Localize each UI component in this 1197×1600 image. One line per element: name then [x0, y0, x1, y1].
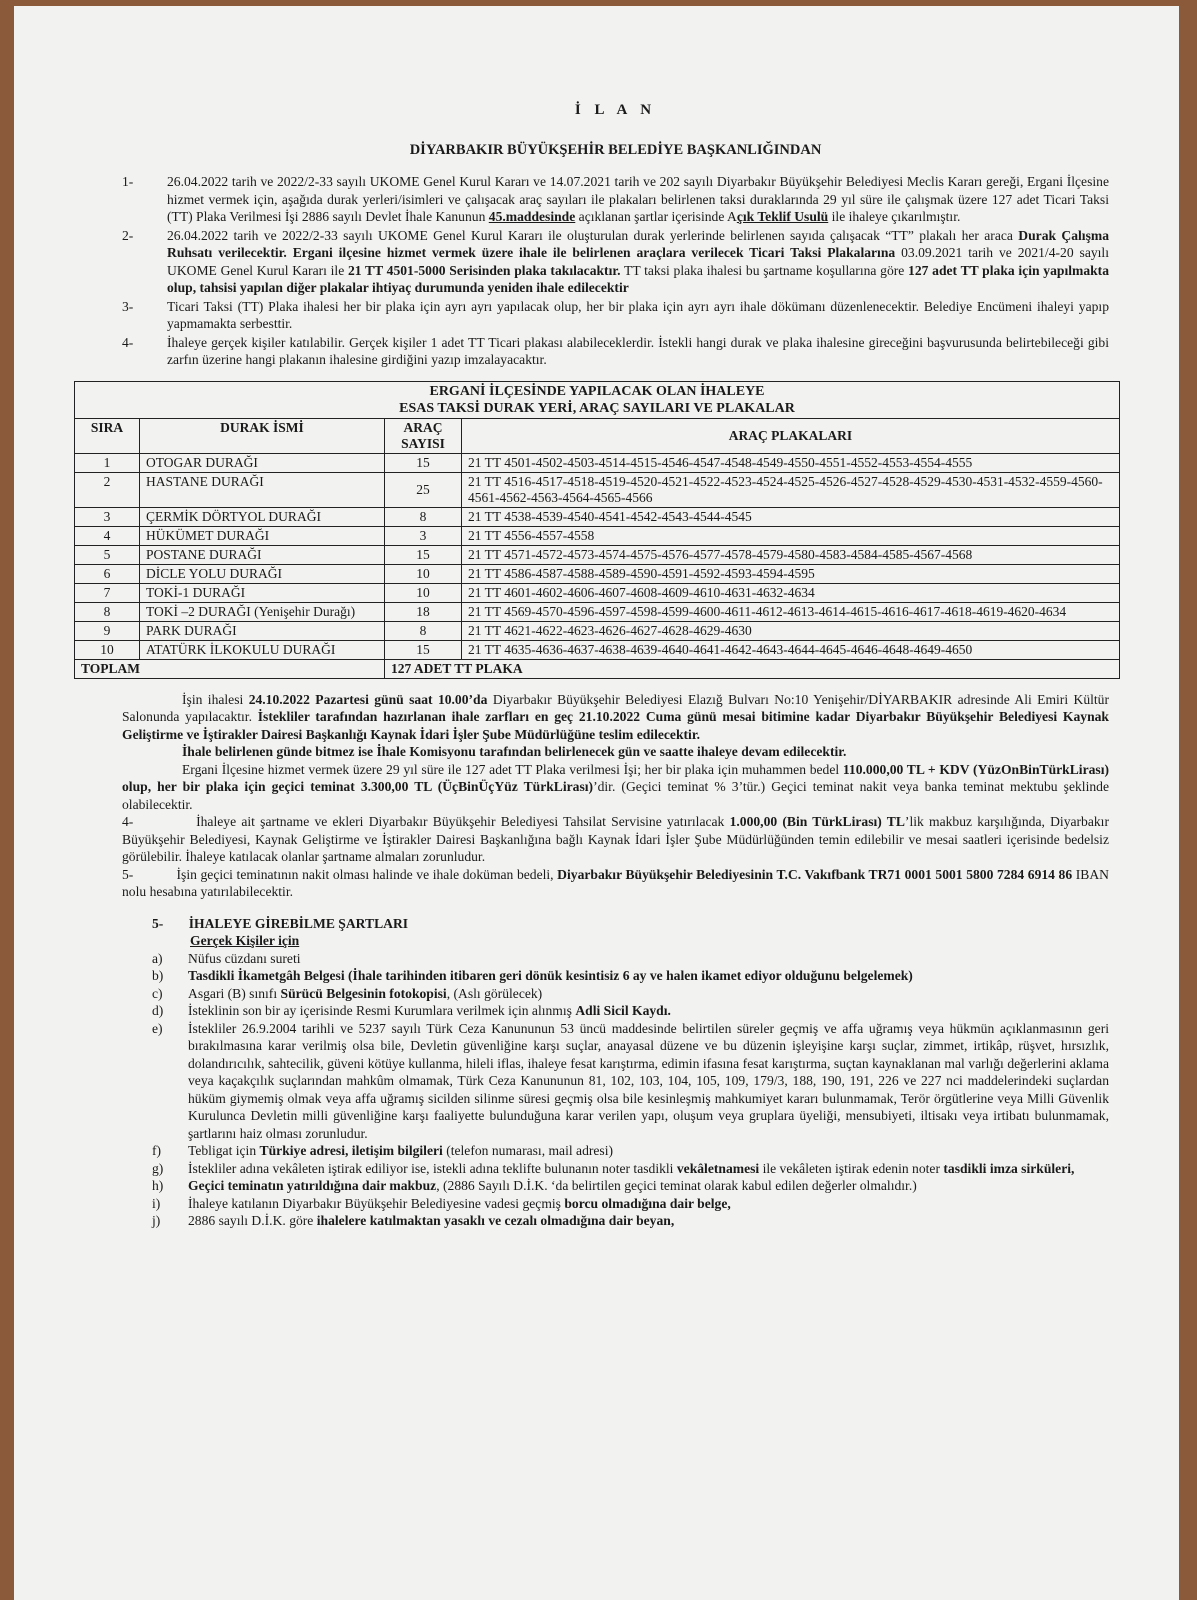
- table-row: [75, 564, 1120, 583]
- text-run: 03.09.2021 tarih ve 2021/4-20 sayılı UKOME Genel Kurul Kararı ile: [167, 245, 1109, 278]
- bold-text: 24.10.2022 Pazartesi günü saat 10.00’da: [248, 691, 488, 707]
- item-text: [188, 1160, 1109, 1178]
- text-run: İstekliler 26.9.2004 tarihli ve 5237 sayılı Türk Ceza Kanununun 53 üncü maddesinde belirtilen süreler geçmiş ve affa uğramış veya hükmün açıklanmasının geri bırakılmasına karar verilmiş olsa bile, Devletin güvenliğine karşı suçlar, anayasal düzene ve bu düzenin işleyişine karşı suçlar, zimmet, irtikâp, rüşvet, hırsızlık, dolandırıcılık, sahtecilik, güveni kötüye kullanma, hileli iflas, ihaleye fesat karıştırma, edimin ifasına fesat karıştırma, suçtan kaynaklanan mal varlığı değerlerini aklama veya kaçakçılık suçlarından mahkûm olmamak, Türk Ceza Kanununun 81, 102, 103, 104, 105, 109, 179/3, 188, 190, 191, 226 ve 227 nci maddelerindeki suçlardan hüküm giymemiş olmak veya affa uğramış sicilden silinme süresi geçmiş olsa bile kesinleşmiş mahkumiyet kararı bulunmamak, Terör örgütlerine veya Milli Güvenlik Kurulunca Devletin milli güvenliğine karşı faaliyette bulunduğuna karar verilen yapı, oluşum veya gruplara üyeliği, mensubiyeti, iltisakı veya irtibatı bulunmamak, şartlarını haiz olması zorunludur.: [188, 1020, 1109, 1141]
- numbered-items: [122, 173, 1109, 369]
- cell-arac-sayisi: 15: [385, 545, 462, 564]
- cell-durak: POSTANE DURAĞI: [140, 545, 385, 564]
- cell-arac-sayisi: 10: [385, 564, 462, 583]
- bold-text: Sürücü Belgesinin fotokopisi: [280, 985, 447, 1001]
- total-label: TOPLAM: [75, 659, 385, 678]
- item-text: [188, 1177, 1109, 1195]
- bold-text: 21 TT 4501-5000 Serisinden plaka takılacaktır.: [347, 262, 621, 278]
- text-run: 26.04.2022 tarih ve 2022/2-33 sayılı UKOME Genel Kurul Kararı ile oluşturulan durak yerlerinde belirlenen sayıda çalışacak “TT” plakalı her araca: [167, 227, 1019, 243]
- item-text: [167, 298, 1109, 333]
- cell-durak: HASTANE DURAĞI: [140, 472, 385, 507]
- table-row: [75, 472, 1120, 507]
- section-heading: [152, 915, 1109, 933]
- paragraph: [122, 743, 1109, 761]
- list-item: [152, 967, 1109, 985]
- list-item: [152, 1212, 1109, 1230]
- item-text: [188, 1212, 1109, 1230]
- item-text: [188, 1020, 1109, 1143]
- cell-durak: ÇERMİK DÖRTYOL DURAĞI: [140, 507, 385, 526]
- text-run: Diyarbakır Büyükşehir Belediyesi Elazığ Bulvarı No:10 Yenişehir/DİYARBAKIR adresinde Ali Emiri Kültür Salonunda yapılacaktır.: [122, 691, 1109, 724]
- cell-sira: 4: [75, 526, 140, 545]
- item-letter: g): [152, 1160, 164, 1176]
- text-run: 4- İhaleye ait şartname ve ekleri Diyarbakır Büyükşehir Belediyesi Tahsilat Servisine yatırılacak: [122, 814, 730, 829]
- tender-details: [122, 691, 1109, 901]
- table-row: [75, 507, 1120, 526]
- text-run: , (Aslı görülecek): [446, 985, 543, 1001]
- column-header: DURAK İSMİ: [140, 418, 385, 453]
- text-run: Ergani İlçesine hizmet vermek üzere 29 yıl süre ile 127 adet TT Plaka verilmesi İşi; her bir plaka için muhammen bedel: [182, 761, 843, 777]
- item-letter: d): [152, 1003, 164, 1018]
- text-run: İşin ihalesi: [182, 691, 249, 707]
- list-item: [122, 173, 1109, 226]
- text-run: İhaleye katılanın Diyarbakır Büyükşehir Belediyesine vadesi geçmiş: [188, 1195, 565, 1211]
- item-letter: h): [152, 1178, 164, 1193]
- text-run: ile ihaleye çıkarılmıştır.: [828, 209, 961, 224]
- text-run: Tebligat için: [188, 1143, 260, 1158]
- text-run: Ticari Taksi (TT) Plaka ihalesi her bir plaka için ayrı ayrı yapılacak olup, her bir plaka için ayrı ayrı ihale dökümanı düzenlenecektir. Belediye Encümeni ihaleyi yapıp yapmamakta serbesttir.: [167, 298, 1109, 331]
- cell-sira: 1: [75, 453, 140, 472]
- bold-text: vekâletnamesi: [676, 1160, 760, 1176]
- requirements-list: [152, 950, 1109, 1230]
- item-number: 3-: [122, 298, 134, 314]
- cell-plakalar: 21 TT 4556-4557-4558: [462, 526, 1120, 545]
- cell-sira: 3: [75, 507, 140, 526]
- table-row: [75, 526, 1120, 545]
- item-letter: a): [152, 950, 163, 966]
- underlined-bold-text: çık Teklif Usulü: [736, 209, 829, 224]
- item-number: 1-: [122, 174, 134, 189]
- bold-text: 127 adet TT plaka için yapılmakta olup, tahsisi yapılan diğer plakalar ihtiyaç durumunda yeniden ihale edilecektir: [167, 262, 1109, 295]
- section-subheading: Gerçek Kişiler için: [190, 933, 300, 948]
- cell-durak: HÜKÜMET DURAĞI: [140, 526, 385, 545]
- bold-text: ihalelere katılmaktan yasaklı ve cezalı olmadığına dair beyan,: [316, 1213, 675, 1228]
- cell-plakalar: 21 TT 4586-4587-4588-4589-4590-4591-4592-4593-4594-4595: [462, 564, 1120, 583]
- table-row: [75, 640, 1120, 659]
- text-run: ’dir. (Geçici teminat % 3’tür.) Geçici teminat nakit veya banka teminat mektubu şeklinde olabilecektir.: [122, 779, 1109, 812]
- cell-sira: 6: [75, 564, 140, 583]
- cell-arac-sayisi: 15: [385, 640, 462, 659]
- list-item: [152, 1020, 1109, 1143]
- text-run: TT taksi plaka ihalesi bu şartname koşullarına göre: [620, 262, 909, 278]
- column-header: ARAÇ PLAKALARI: [462, 418, 1120, 453]
- table-row: [75, 602, 1120, 621]
- table-caption: [75, 381, 1120, 418]
- list-item: [122, 298, 1109, 333]
- cell-durak: TOKİ-1 DURAĞI: [140, 583, 385, 602]
- bold-text: Adli Sicil Kaydı.: [575, 1003, 671, 1018]
- item-letter: e): [152, 1020, 163, 1036]
- table-row: [75, 453, 1120, 472]
- text-run: Asgari (B) sınıfı: [188, 985, 281, 1001]
- cell-plakalar: 21 TT 4601-4602-4606-4607-4608-4609-4610-4631-4632-4634: [462, 583, 1120, 602]
- cell-durak: PARK DURAĞI: [140, 621, 385, 640]
- cell-plakalar: 21 TT 4621-4622-4623-4626-4627-4628-4629-4630: [462, 621, 1120, 640]
- cell-arac-sayisi: 15: [385, 453, 462, 472]
- bold-text: borcu olmadığına dair belge,: [564, 1195, 731, 1211]
- item-text: [188, 1195, 1109, 1213]
- item-text: [188, 950, 1109, 968]
- cell-arac-sayisi: 18: [385, 602, 462, 621]
- list-item: [152, 985, 1109, 1003]
- cell-sira: 10: [75, 640, 140, 659]
- eligibility-section: [152, 915, 1109, 1230]
- cell-plakalar: 21 TT 4538-4539-4540-4541-4542-4543-4544-4545: [462, 507, 1120, 526]
- list-item: [152, 1160, 1109, 1178]
- table-body: [75, 453, 1120, 659]
- item-letter: f): [152, 1143, 162, 1158]
- bold-text: 110.000,00 TL + KDV (YüzOnBinTürkLirası) olup, her bir plaka için geçici teminat 3.300,00 TL (ÜçBinÜçYüz TürkLirası): [122, 761, 1109, 794]
- text-run: ile vekâleten iştirak edenin noter: [759, 1160, 944, 1176]
- paragraph: [122, 813, 1109, 866]
- text-run: ’lik makbuz karşılığında, Diyarbakır Büyükşehir Belediyesi, Kaynak Geliştirme ve İştirakler Dairesi Başkanlığına bağlı Kaynak İdari İşler Şube Müdürlüğünden temin edilebilir ve mesai saatleri içerisinde bedelsiz görülebilir. İhaleye katılacak olanlar şartname almaları zorunludur.: [122, 814, 1109, 864]
- cell-durak: TOKİ –2 DURAĞI (Yenişehir Durağı): [140, 602, 385, 621]
- paragraph: [122, 691, 1109, 744]
- list-item: [152, 1002, 1109, 1020]
- cell-plakalar: 21 TT 4516-4517-4518-4519-4520-4521-4522-4523-4524-4525-4526-4527-4528-4529-4530-4531-4532-4559-4560-4561-4562-4563-4564-4565-4566: [462, 472, 1120, 507]
- cell-arac-sayisi: 10: [385, 583, 462, 602]
- text-run: 5- İşin geçici teminatının nakit olması halinde ve ihale doküman bedeli,: [122, 866, 558, 882]
- cell-arac-sayisi: 3: [385, 526, 462, 545]
- text-run: , (2886 Sayılı D.İ.K. ‘da belirtilen geçici teminat olarak kabul edilen değerler olmalıdır.): [436, 1178, 917, 1193]
- text-run: IBAN nolu hesabına yatırılabilecektir.: [122, 866, 1109, 899]
- cell-arac-sayisi: 8: [385, 621, 462, 640]
- text-run: açıklanan şartlar içerisinde A: [575, 209, 737, 224]
- cell-durak: DİCLE YOLU DURAĞI: [140, 564, 385, 583]
- item-text: [188, 967, 1109, 985]
- list-item: [152, 1195, 1109, 1213]
- table-row: [75, 545, 1120, 564]
- bold-text: 1.000,00 (Bin TürkLirası) TL: [729, 814, 905, 829]
- cell-sira: 5: [75, 545, 140, 564]
- table-row: [75, 621, 1120, 640]
- bold-text: İhale belirlenen günde bitmez ise İhale Komisyonu tarafından belirlenecek gün ve saatte ihaleye devam edilecektir.: [182, 744, 847, 759]
- table-caption-line: ESAS TAKSİ DURAK YERİ, ARAÇ SAYILARI VE PLAKALAR: [399, 400, 795, 416]
- item-text: [188, 1142, 1109, 1160]
- item-text: [188, 985, 1109, 1003]
- item-letter: j): [152, 1213, 161, 1228]
- cell-sira: 7: [75, 583, 140, 602]
- cell-plakalar: 21 TT 4635-4636-4637-4638-4639-4640-4641-4642-4643-4644-4645-4646-4648-4649-4650: [462, 640, 1120, 659]
- column-header: ARAÇ SAYISI: [385, 418, 462, 453]
- cell-plakalar: 21 TT 4501-4502-4503-4514-4515-4546-4547-4548-4549-4550-4551-4552-4553-4554-4555: [462, 453, 1120, 472]
- cell-plakalar: 21 TT 4569-4570-4596-4597-4598-4599-4600-4611-4612-4613-4614-4615-4616-4617-4618-4619-4620-4634: [462, 602, 1120, 621]
- paragraph: [122, 866, 1109, 901]
- total-value: 127 ADET TT PLAKA: [385, 659, 1120, 678]
- text-run: İhaleye gerçek kişiler katılabilir. Gerçek kişiler 1 adet TT Ticari plakası alabileceklerdir. İstekli hangi durak ve plaka ihalesine gireceğini başvurusunda belirtebileceği gibi zarfın üzerine hangi plakanın ihalesine girdiğini yazıp imzalayacaktır.: [167, 334, 1109, 367]
- table-caption-line: ERGANİ İLÇESİNDE YAPILACAK OLAN İHALEYE: [429, 383, 765, 399]
- table-total-row: [75, 659, 1120, 678]
- table-row: [75, 583, 1120, 602]
- list-item: [122, 227, 1109, 297]
- text-run: Nüfus cüzdanı sureti: [188, 950, 301, 966]
- paragraph: [122, 761, 1109, 814]
- cell-sira: 2: [75, 472, 140, 507]
- list-item: [122, 334, 1109, 369]
- bold-text: Geçici teminatın yatırıldığına dair makbuz: [188, 1178, 437, 1193]
- text-run: 26.04.2022 tarih ve 2022/2-33 sayılı UKOME Genel Kurul Kararı ve 14.07.2021 tarih ve 202 sayılı Diyarbakır Büyükşehir Belediyesi Meclis Kararı gereği, Ergani İlçesine hizmet vermek için, aşağıda durak yerleri/isimleri ve çalışacak araç sayıları ile plakaları belirlenen taksi duraklarında 29 yıl süre ile çalışmak üzere 127 adet Ticari Taksi (TT) Plaka Verilmesi İşi 2886 sayılı Devlet İhale Kanunun: [167, 174, 1109, 224]
- bold-text: tasdikli imza sirküleri,: [943, 1160, 1075, 1176]
- cell-sira: 9: [75, 621, 140, 640]
- bold-text: Tasdikli İkametgâh Belgesi (İhale tarihinden itibaren geri dönük kesintisiz 6 ay ve halen ikamet ediyor olduğunu belgelemek): [188, 968, 913, 983]
- cell-arac-sayisi: 8: [385, 507, 462, 526]
- item-text: [167, 173, 1109, 226]
- text-run: 2886 sayılı D.İ.K. göre: [188, 1213, 317, 1228]
- item-letter: i): [152, 1195, 161, 1211]
- bold-text: Diyarbakır Büyükşehir Belediyesinin T.C. Vakıfbank TR71 0001 5001 5800 7284 6914 86: [557, 866, 1073, 882]
- item-number: 2-: [122, 227, 134, 243]
- cell-durak: ATATÜRK İLKOKULU DURAĞI: [140, 640, 385, 659]
- item-text: [167, 227, 1109, 297]
- issuer-heading: DİYARBAKIR BÜYÜKŞEHİR BELEDİYE BAŞKANLIĞINDAN: [409, 141, 822, 158]
- list-item: [152, 1142, 1109, 1160]
- taxi-stops-table: [74, 381, 1120, 679]
- cell-durak: OTOGAR DURAĞI: [140, 453, 385, 472]
- bold-text: Türkiye adresi, iletişim bilgileri: [259, 1143, 443, 1158]
- list-item: [152, 1177, 1109, 1195]
- item-text: [167, 334, 1109, 369]
- underlined-bold-text: 45.maddesinde: [488, 209, 576, 224]
- item-number: 4-: [122, 334, 134, 350]
- text-run: (telefon numarası, mail adresi): [442, 1143, 614, 1158]
- item-letter: b): [152, 968, 164, 983]
- document-page: [14, 6, 1179, 1600]
- item-letter: c): [152, 985, 163, 1001]
- cell-arac-sayisi: 25: [385, 472, 462, 507]
- text-run: İstekliler adına vekâleten iştirak ediliyor ise, istekli adına teklifte bulunanın noter tasdikli: [188, 1160, 677, 1176]
- cell-plakalar: 21 TT 4571-4572-4573-4574-4575-4576-4577-4578-4579-4580-4583-4584-4585-4567-4568: [462, 545, 1120, 564]
- page-title: İ L A N: [574, 102, 657, 118]
- column-header: SIRA: [75, 418, 140, 453]
- section-title: İHALEYE GİREBİLME ŞARTLARI: [188, 915, 409, 931]
- item-text: [188, 1002, 1109, 1020]
- bold-text: Durak Çalışma Ruhsatı verilecektir. Ergani ilçesine hizmet vermek üzere ihale ile belirlenen araçlara verilecek Ticari Taksi Plakalarına: [167, 227, 1109, 260]
- bold-text: İstekliler tarafından hazırlanan ihale zarfları en geç 21.10.2022 Cuma günü mesai bitimine kadar Diyarbakır Büyükşehir Belediyesi Kaynak Geliştirme ve İştirakler Dairesi Başkanlığı Kaynak İdari İşler Şube Müdürlüğüne teslim edilecektir.: [122, 709, 1109, 742]
- text-run: İsteklinin son bir ay içerisinde Resmi Kurumlara verilmek için alınmış: [188, 1003, 576, 1018]
- section-number: 5-: [152, 915, 164, 931]
- cell-sira: 8: [75, 602, 140, 621]
- list-item: [152, 950, 1109, 968]
